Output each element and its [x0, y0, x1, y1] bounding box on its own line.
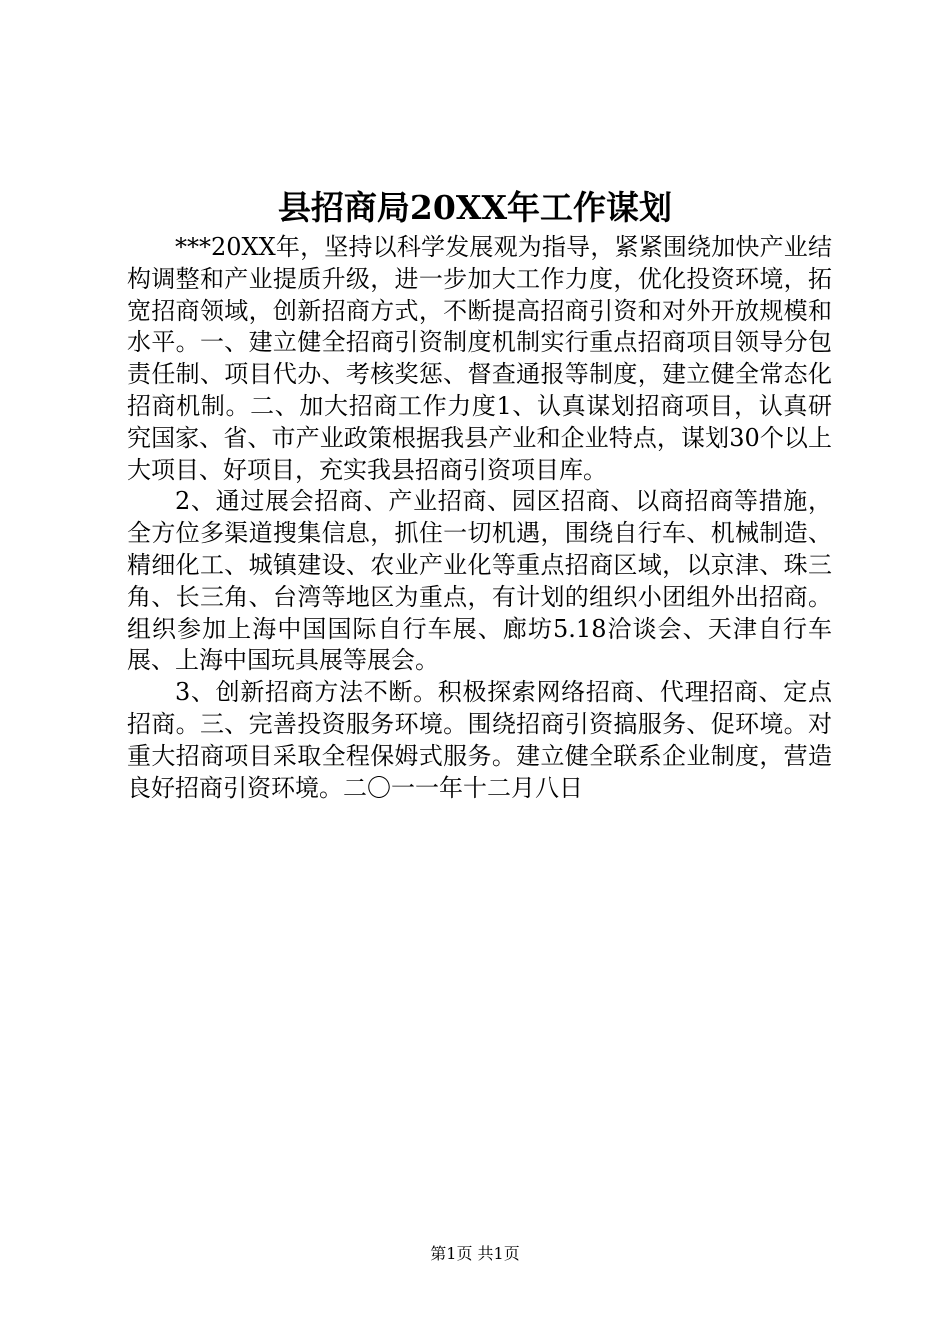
document-title: 县招商局20XX年工作谋划 — [277, 188, 673, 227]
page-footer: 第1页 共1页 — [430, 1244, 520, 1263]
paragraph-2: 2、通过展会招商、产业招商、园区招商、以商招商等措施，全方位多渠道搜集信息，抓住一切机遇，围绕自行车、机械制造、精细化工、城镇建设、农业产业化等重点招商区域，以京津、珠三角、长三角、台湾等地区为重点，有计划的组织小团组外出招商。组织参加上海中国国际自行车展、廊坊5.18洽谈会、天津自行车展、上海中国玩具展等展会。 — [127, 487, 832, 675]
paragraph-3: 3、创新招商方法不断。积极探索网络招商、代理招商、定点招商。三、完善投资服务环境。围绕招商引资搞服务、促环境。对重大招商项目采取全程保姆式服务。建立健全联系企业制度，营造良好招商引资环境。二〇一一年十二月八日 — [127, 678, 832, 802]
document-body — [127, 232, 832, 804]
paragraph-1: ***20XX年，坚持以科学发展观为指导，紧紧围绕加快产业结构调整和产业提质升级，进一步加大工作力度，优化投资环境，拓宽招商领域，创新招商方式，不断提高招商引资和对外开放规模和水平。一、建立健全招商引资制度机制实行重点招商项目领导分包责任制、项目代办、考核奖惩、督查通报等制度，建立健全常态化招商机制。二、加大招商工作力度1、认真谋划招商项目，认真研究国家、省、市产业政策根据我县产业和企业特点，谋划30个以上大项目、好项目，充实我县招商引资项目库。 — [127, 233, 832, 484]
